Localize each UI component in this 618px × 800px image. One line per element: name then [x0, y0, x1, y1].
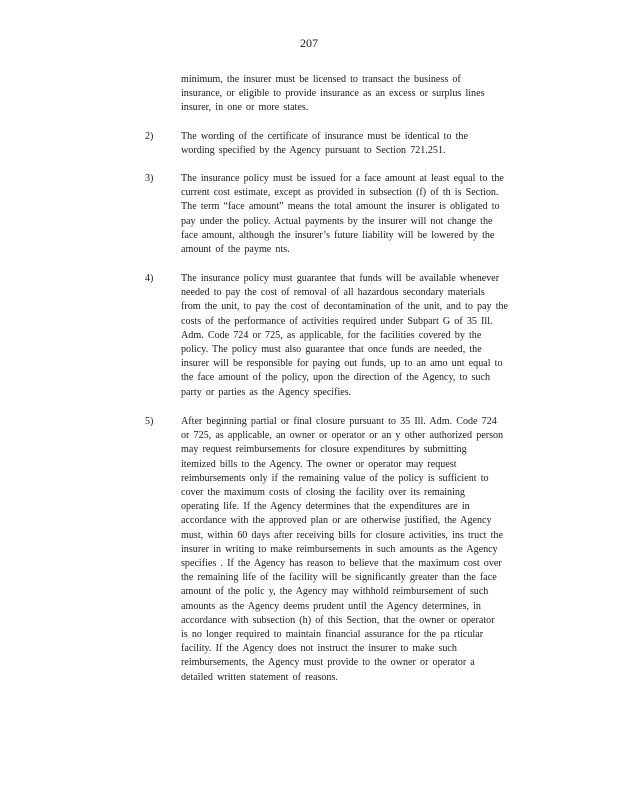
text-line: facility. If the Agency does not instruct the insurer to make such: [181, 643, 457, 655]
text-line: accordance with the approved plan or are otherwise justified, the Agency: [181, 515, 492, 527]
text-line: is no longer required to maintain financial assurance for the pa rticular: [181, 629, 484, 641]
text-line: insurer in writing to make reimbursements in such amounts as the Agency: [181, 543, 498, 555]
text-line: costs of the performance of activities required under Subpart G of 35 Ill.: [181, 315, 493, 327]
text-line: cover the maximum costs of closing the facility over its remaining: [181, 487, 465, 499]
text-line: The insurance policy must guarantee that funds will be available whenever: [181, 273, 500, 284]
text-line: accordance with subsection (h) of this Section, that the owner or operator: [181, 614, 495, 626]
text-line: amount of the polic y, the Agency may withhold reimbursement of such: [181, 586, 489, 598]
text-line: the face amount of the policy, upon the direction of the Agency, to such: [181, 372, 491, 384]
text-line: must, within 60 days after receiving bills for closure activities, ins truct the: [181, 529, 503, 541]
text-line: party or parties as the Agency specifies.: [181, 386, 352, 398]
item-body: [181, 415, 551, 685]
text-line: wording specified by the Agency pursuant to Section 721.251.: [181, 145, 446, 157]
text-line: Adm. Code 724 or 725, as applicable, for the facilities covered by the: [181, 329, 482, 341]
text-line: After beginning partial or final closure pursuant to 35 Ill. Adm. Code 724: [181, 416, 497, 427]
item-body: [181, 130, 551, 158]
text-line: may request reimbursements for closure expenditures by submitting: [181, 444, 467, 456]
item-body: [181, 172, 551, 257]
text-line: the remaining life of the facility will be significantly greater than the face: [181, 572, 497, 584]
text-line: needed to pay the cost of removal of all hazardous secondary materials: [181, 287, 485, 299]
text-line: insurer, in one or more states.: [181, 102, 309, 114]
text-line: insurer will be responsible for paying out funds, up to an amo unt equal to: [181, 358, 503, 370]
text-line: specifies . If the Agency has reason to believe that the maximum cost over: [181, 558, 502, 570]
text-line: operating life. If the Agency determines that the expenditures are in: [181, 501, 470, 513]
text-line: reimbursements only if the remaining value of the policy is sufficient to: [181, 472, 489, 484]
item-number: 4): [145, 273, 154, 284]
text-line: face amount, although the insurer’s future liability will be lowered by the: [181, 229, 495, 241]
text-line: detailed written statement of reasons.: [181, 671, 338, 683]
text-line: amount of the payme nts.: [181, 244, 290, 256]
text-line: policy. The policy must also guarantee that once funds are needed, the: [181, 344, 482, 356]
text-line: The insurance policy must be issued for a face amount at least equal to the: [181, 173, 504, 184]
text-line: minimum, the insurer must be licensed to transact the business of: [181, 74, 461, 85]
item-number: 3): [145, 173, 154, 184]
text-line: current cost estimate, except as provided in subsection (f) of th is Section.: [181, 187, 499, 199]
text-line: amounts as the Agency deems prudent until the Agency determines, in: [181, 600, 481, 612]
page-number: 207: [300, 36, 318, 50]
text-line: The wording of the certificate of insurance must be identical to the: [181, 131, 468, 142]
text-line: insurance, or eligible to provide insurance as an excess or surplus lines: [181, 88, 485, 100]
text-line: reimbursements, the Agency must provide to the owner or operator a: [181, 657, 475, 669]
text-line: or 725, as applicable, an owner or operator or an y other authorized person: [181, 430, 504, 442]
item-number: 2): [145, 131, 154, 142]
item-number: 5): [145, 416, 154, 427]
text-line: from the unit, to pay the cost of decontamination of the unit, and to pay the: [181, 301, 509, 313]
text-line: The term “face amount” means the total amount the insurer is obligated to: [181, 201, 500, 213]
text-line: itemized bills to the Agency. The owner or operator may request: [181, 458, 457, 470]
item-body: [181, 272, 551, 400]
text-line: pay under the policy. Actual payments by the insurer will not change the: [181, 215, 493, 227]
continuation-paragraph: [181, 73, 541, 116]
